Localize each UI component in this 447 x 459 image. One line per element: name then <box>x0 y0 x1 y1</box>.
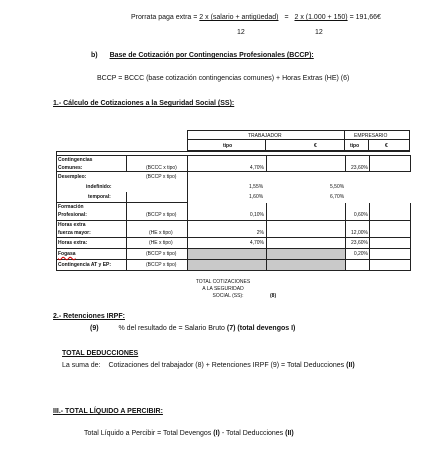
deducciones-lead: La suma de: <box>62 362 101 369</box>
trabajador-tipo: 1,60% <box>249 194 264 200</box>
row-base: (HE x tipo) <box>149 230 173 236</box>
formula-denominator-2: 12 <box>315 29 323 36</box>
liquido-text: Total Líquido a Percibir = Total Devengos <box>84 430 212 437</box>
deducciones-text: Cotizaciones del trabajador (8) + Retenciones IRPF (9) = Total Deducciones <box>108 362 345 369</box>
row-base: (BCCC x tipo) <box>146 165 177 171</box>
row-label: Desempleo: <box>58 174 87 180</box>
row-label: Fogasa <box>58 251 76 257</box>
total-cotizaciones-ref: (8) <box>270 293 277 299</box>
table-row <box>56 221 410 238</box>
row-label: Horas extra: <box>58 240 88 246</box>
row-label: Contingencias <box>58 157 93 163</box>
empresario-tipo: 23,60% <box>351 165 368 171</box>
row-label: Contingencia AT y EP: <box>58 262 112 268</box>
header-tipo-trabajador: tipo <box>223 143 233 149</box>
table-row <box>56 260 410 271</box>
header-trabajador: TRABAJADOR <box>248 133 282 139</box>
empresario-tipo: 0,20% <box>353 251 368 257</box>
total-cotizaciones-l1: TOTAL COTIZACIONES <box>195 279 251 285</box>
table-row <box>56 203 410 221</box>
trabajador-tipo: 2% <box>256 230 264 236</box>
empresario-tipo: 5,50% <box>330 184 345 190</box>
empresario-tipo: 0,60% <box>353 212 368 218</box>
empresario-tipo: 23,60% <box>351 240 368 246</box>
row-label: indefinido: <box>86 184 112 190</box>
empresario-tipo: 12,00% <box>351 230 368 236</box>
section-b-label: b) <box>91 52 98 59</box>
gray-cell <box>188 249 267 260</box>
table-row <box>56 172 410 182</box>
formula-denominator-1: 12 <box>237 29 245 36</box>
formula-equals: = <box>284 14 289 21</box>
trabajador-tipo: 1,55% <box>249 184 264 190</box>
deducciones-bold: (II) <box>346 362 355 369</box>
empresario-tipo: 6,70% <box>330 194 345 200</box>
liquido-b2: (II) <box>285 430 294 437</box>
header-tipo-empresario: tipo <box>350 143 360 149</box>
header-euro-trabajador: € <box>314 143 317 149</box>
total-cotizaciones-l2: A LA SEGURIDAD <box>202 286 244 292</box>
cotizaciones-table <box>56 130 410 271</box>
formula-result: = 191,66€ <box>349 14 381 21</box>
section-1-title: 1.- Cálculo de Cotizaciones a la Seguridad Social (SS): <box>53 100 235 107</box>
formula-numerator-1: 2 x (salario + antigüedad) <box>199 14 279 21</box>
table-row <box>56 192 410 203</box>
table-row <box>56 249 410 260</box>
section-2-title: 2.- Retenciones IRPF: <box>53 313 125 320</box>
gray-cell <box>267 249 346 260</box>
row-label-2: Comunes: <box>58 165 83 171</box>
row-base: (BCCP x tipo) <box>146 262 177 268</box>
bccp-formula: BCCP = BCCC (base cotización contingencias comunes) + Horas Extras (HE) (6) <box>97 75 350 82</box>
table-row <box>56 155 410 172</box>
deducciones-title: TOTAL DEDUCCIONES <box>62 350 139 357</box>
formula-numerator-2: 2 x (1.000 + 150) <box>294 14 348 21</box>
liquido-mid: - Total Deducciones <box>221 430 284 437</box>
row-base: (HE x tipo) <box>149 240 173 246</box>
trabajador-tipo: 4,70% <box>249 165 264 171</box>
table-row <box>56 182 410 192</box>
liquido-b1: (I) <box>213 430 220 437</box>
irpf-text: % del resultado de = Salario Bruto <box>118 325 225 332</box>
gray-cell <box>188 260 267 271</box>
total-cotizaciones-l3: SOCIAL (SS): <box>212 293 244 299</box>
section-b-title: Base de Cotización por Contingencias Profesionales (BCCP): <box>109 52 314 59</box>
irpf-ref: (9) <box>90 325 99 332</box>
row-base: (BCCP x tipo) <box>146 212 177 218</box>
row-label: temporal: <box>88 194 111 200</box>
row-label: Horas extra <box>58 222 86 228</box>
trabajador-tipo: 4,70% <box>249 240 264 246</box>
section-3-title: III.- TOTAL LÍQUIDO A PERCIBIR: <box>53 408 163 415</box>
trabajador-tipo: 0,10% <box>249 212 264 218</box>
row-label-2: fuerza mayor: <box>58 230 91 236</box>
row-base: (BCCP x tipo) <box>146 251 177 257</box>
header-euro-empresario: € <box>385 143 388 149</box>
row-label: Formación <box>58 204 84 210</box>
gray-cell <box>267 260 346 271</box>
table-row <box>56 238 410 249</box>
header-empresario: EMPRESARIO <box>354 133 388 139</box>
row-label-2: Profesional: <box>58 212 87 218</box>
row-base: (BCCP x tipo) <box>146 174 177 180</box>
irpf-bold: (7) (total devengos I) <box>226 325 296 332</box>
formula-label: Prorrata paga extra = <box>131 14 200 21</box>
